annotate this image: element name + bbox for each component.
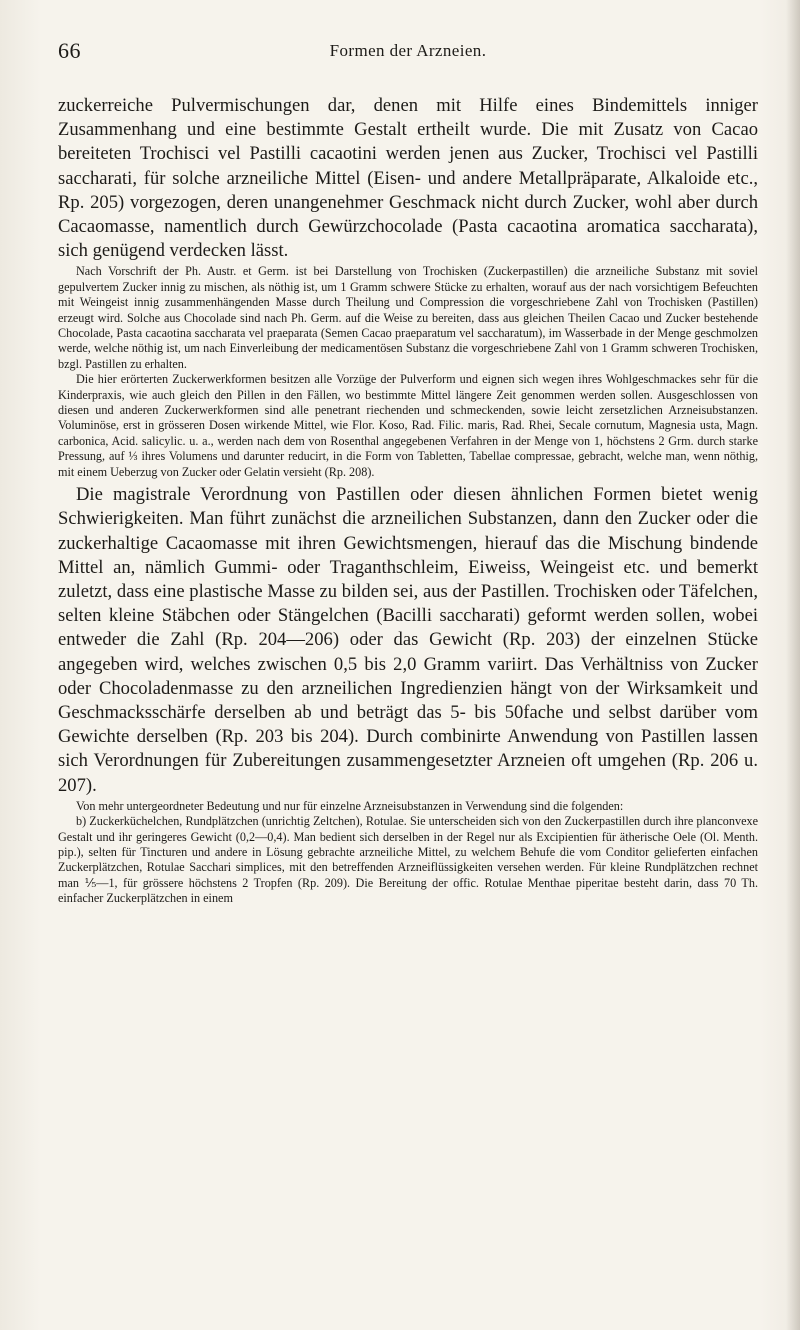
running-title: Formen der Arzneien. [329,41,487,60]
paragraph-minor-forms-intro: Von mehr untergeordneter Bedeutung und nur für einzelne Arzneisubstanzen in Verwendung sind die folgenden: [76,798,624,813]
page-number: 66 [58,38,81,63]
paragraph-preparation-note: Nach Vorschrift der Ph. Austr. et Germ. ist bei Darstellung von Trochisken (Zuckerpastillen) die arzneiliche Substanz mit soviel gepulvertem Zucker innig zu mischen, als nöthig ist, um 1 Gramm schwere Stücke zu erhalten, worauf aus der nach vorsichtigem Befeuchten mit Weingeist innig zusammenhängenden Masse durch Theilung und Compression die vorgeschriebene Zahl von Trochisken (Pastillen) erzeugt wird. Solche aus Chocolade sind nach Ph. Germ. auf die Weise zu bereiten, dass aus gleichen Theilen Cacao und Zucker bestehende Chocolade, Pasta cacaotina saccharata vel praeparata (Semen Cacao praeparatum vel saccharatum), im Wasserbade in der Menge geschmolzen werde, welche nöthig ist, um nach Einverleibung der medicamentösen Substanz die vorgeschriebene Zahl von 1 Gramm schweren Trochisken, bzgl. Pastillen zu erhalten. [58,264,758,371]
paragraph-advantages-note: Die hier erörterten Zuckerwerkformen besitzen alle Vorzüge der Pulverform und eignen sich wegen ihres Wohlgeschmackes sehr für die Kinderpraxis, wie auch gleich den Pillen in den Fällen, wo bestimmte Mittel längere Zeit genommen werden sollen. Ausgeschlossen von diesen und anderen Zuckerwerkformen sind alle penetrant riechenden und schmeckenden, sowie leicht zersetzlichen Arzneisubstanzen. Voluminöse, erst in grösseren Dosen wirkende Mittel, wie Flor. Koso, Rad. Filic. maris, Rad. Rhei, Secale cornutum, Magnesia usta, Magn. carbonica, Acid. salicylic. u. a., werden nach dem von Rosenthal angegebenen Verfahren in der Menge von 1, höchstens 2 Grm. durch starke Pressung, auf ⅓ ihres Volumens und darunter reducirt, in die Form von Tabletten, Tabellae compressae, gebracht, welche man, wenn nöthig, mit einem Ueberzug von Zucker oder Gelatin versieht (Rp. 208). [58,372,758,479]
paragraph-intro: zuckerreiche Pulvermischungen dar, denen mit Hilfe eines Bindemittels inniger Zusammenhang und eine bestimmte Gestalt ertheilt wurde. Die mit Zusatz von Cacao bereiteten Trochisci vel Pastilli cacaotini werden jenen aus Zucker, Trochisci vel Pastilli saccharati, für solche arzneiliche Mittel (Eisen- und andere Metallpräparate, Alkaloide etc., Rp. 205) vorgezogen, deren unangenehmer Geschmack nicht durch Zucker, wohl aber durch Cacaomasse, namentlich durch Gewürzchocolade (Pasta cacaotina aromatica saccharata), sich genügend verdecken lässt. [58,95,758,262]
body-text [58,94,758,907]
paragraph-magistral-prescription: Die magistrale Verordnung von Pastillen oder diesen ähnlichen Formen bietet wenig Schwierigkeiten. Man führt zunächst die arzneilichen Substanzen, dann den Zucker oder die zuckerhaltige Cacaomasse mit ihren Gewichtsmengen, hierauf das die Mischung bindende Mittel an, nämlich Gummi- oder Traganthschleim, Eiweiss, Weingeist etc. und bemerkt zuletzt, dass eine plastische Masse zu bilden sei, aus der Pastillen. Trochisken oder Täfelchen, selten kleine Stäbchen oder Stängelchen (Bacilli saccharati) geformt werden sollen, wobei entweder die Zahl (Rp. 204—206) oder das Gewicht (Rp. 203) der einzelnen Stücke angegeben wird, welches zwischen 0,5 bis 2,0 Gramm variirt. Das Verhältniss von Zucker oder Chocoladenmasse zu den arzneilichen Ingredienzien hängt von der Wirksamkeit und Geschmacksschärfe derselben ab und beträgt das 5- bis 50fache und selbst darüber vom Gewichte derselben (Rp. 203 bis 204). Durch combinirte Anwendung von Pastillen lassen sich Verordnungen für Zubereitungen zusammengesetzter Arzneien oft umgehen (Rp. 206 u. 207). [58,484,758,796]
paragraph-rotulae: b) Zuckerküchelchen, Rundplätzchen (unrichtig Zeltchen), Rotulae. Sie unterscheiden sich von den Zuckerpastillen durch ihre planconvexe Gestalt und ihr geringeres Gewicht (0,2—0,4). Man bedient sich derselben in der Regel nur als Excipientien für ätherische Oele (Ol. Menth. pip.), selten für Tincturen und andere in Lösung gebrachte arzneiliche Mittel, zu welchem Behufe die vom Conditor gelieferten einfachen Zuckerplätzchen, Rotulae Sacchari simplices, mit den betreffenden Arzneiflüssigkeiten versehen werden. Für kleine Rundplätzchen rechnet man ⅕—1, für grössere höchstens 2 Tropfen (Rp. 209). Die Bereitung der offic. Rotulae Menthae piperitae besteht darin, dass 70 Th. einfacher Zuckerplätzchen in einem [58,814,758,906]
page-edge-shadow [786,0,800,1330]
page-header [58,38,758,68]
